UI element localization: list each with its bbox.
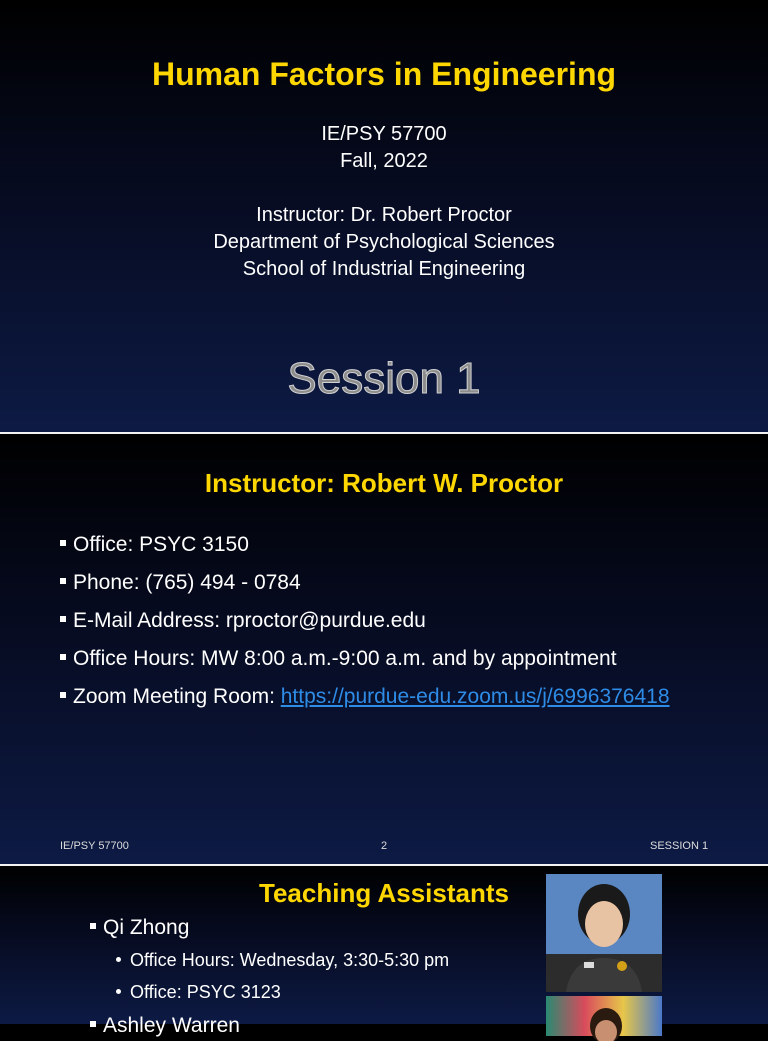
bullet-icon — [116, 957, 121, 962]
bullet-icon — [60, 654, 66, 660]
ta-office: Office: PSYC 3123 — [116, 982, 281, 1003]
bullet-icon — [90, 923, 96, 929]
ta-photo — [546, 874, 662, 992]
bullet-icon — [90, 1021, 96, 1027]
ta-office-hours: Office Hours: Wednesday, 3:30-5:30 pm — [116, 950, 449, 971]
footer-page-number: 2 — [381, 840, 388, 852]
teaching-assistants-slide — [0, 866, 768, 1037]
ta-name: Ashley Warren — [90, 1014, 240, 1038]
office-text: Office: PSYC 3150 — [73, 533, 249, 556]
bullet-icon — [60, 578, 66, 584]
office-hours-text: Office Hours: MW 8:00 a.m.-9:00 a.m. and by appointment — [73, 647, 617, 670]
ta-name: Qi Zhong — [90, 916, 189, 940]
list-item — [60, 570, 670, 595]
bullet-icon — [60, 540, 66, 546]
list-item — [60, 684, 670, 709]
zoom-label: Zoom Meeting Room: — [73, 685, 281, 708]
bullet-icon — [60, 692, 66, 698]
course-term: Fall, 2022 — [340, 150, 428, 172]
footer-session: SESSION 1 — [650, 840, 709, 852]
course-info — [0, 121, 768, 283]
slide-title: Human Factors in Engineering — [151, 56, 617, 92]
department-line: Department of Psychological Sciences — [213, 231, 555, 253]
list-item — [60, 532, 670, 557]
instructor-slide — [0, 434, 768, 864]
phone-text: Phone: (765) 494 - 0784 — [73, 571, 301, 594]
school-line: School of Industrial Engineering — [242, 258, 526, 280]
contact-list — [60, 532, 670, 722]
email-text: E-Mail Address: rproctor@purdue.edu — [73, 609, 426, 632]
ta-photo — [546, 996, 662, 1036]
bullet-icon — [116, 989, 121, 994]
session-label: Session 1 — [287, 354, 481, 403]
title-slide — [0, 0, 768, 432]
bullet-icon — [60, 616, 66, 622]
footer-course: IE/PSY 57700 — [60, 840, 129, 852]
zoom-link[interactable]: https://purdue-edu.zoom.us/j/6996376418 — [280, 685, 670, 708]
list-item — [60, 646, 670, 671]
instructor-line: Instructor: Dr. Robert Proctor — [256, 204, 512, 226]
slide-title: Instructor: Robert W. Proctor — [204, 468, 564, 498]
course-code: IE/PSY 57700 — [321, 123, 447, 145]
list-item — [60, 608, 670, 633]
slide-title: Teaching Assistants — [259, 878, 509, 908]
